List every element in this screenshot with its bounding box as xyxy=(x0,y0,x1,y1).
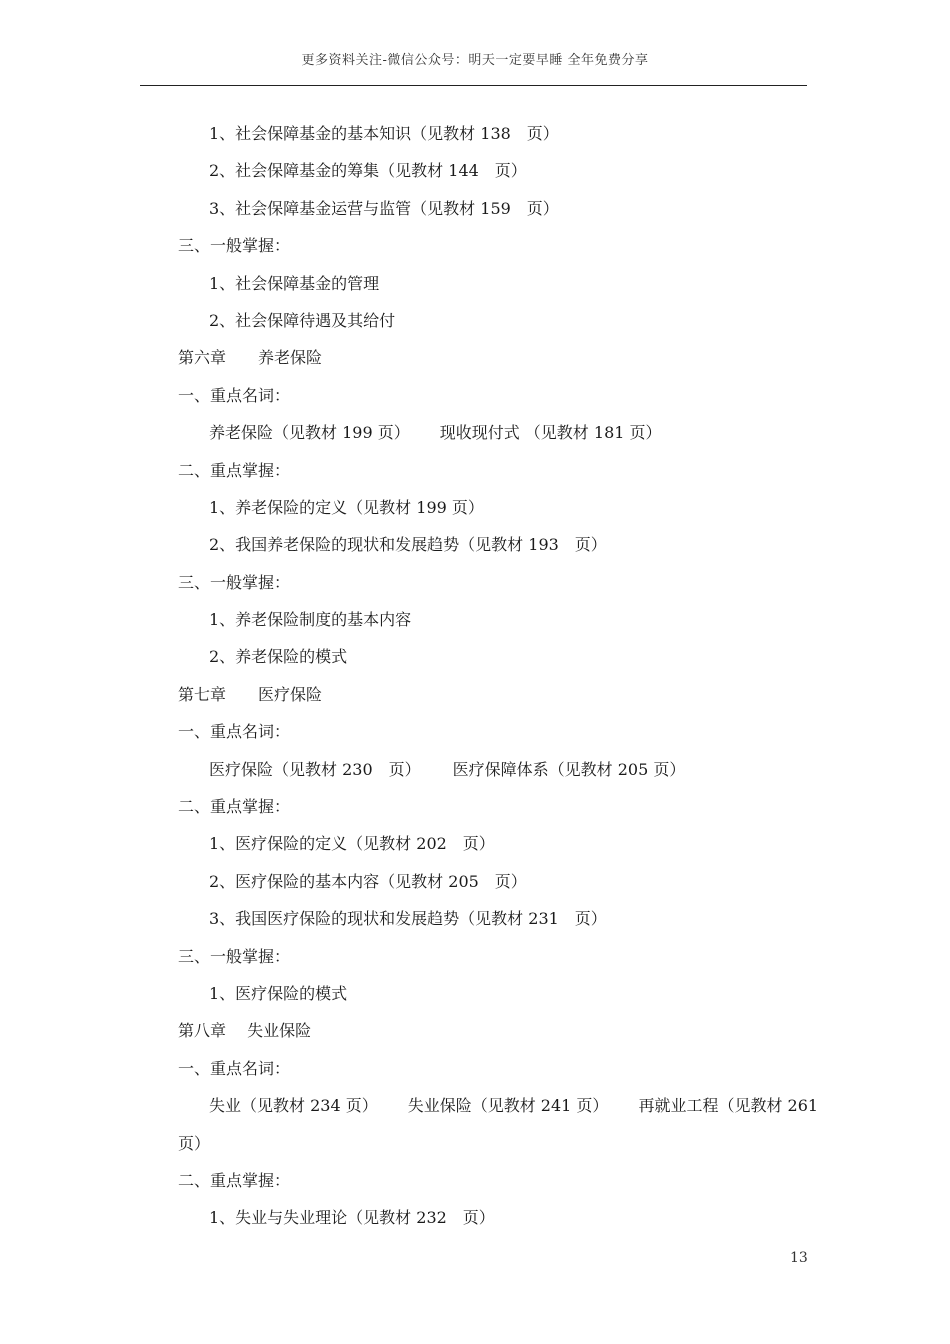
body-line: 页） xyxy=(178,1133,211,1153)
section-heading: 二、重点掌握： xyxy=(178,797,291,817)
page-number: 13 xyxy=(790,1250,808,1266)
section-heading: 一、重点名词： xyxy=(178,385,291,405)
term: 失业保险（见教材 241 页） xyxy=(407,1096,609,1116)
body-line: 2、我国养老保险的现状和发展趋势（见教材 193 页） xyxy=(209,535,607,555)
section-heading: 一、重点名词： xyxy=(178,722,291,742)
section-heading: 三、一般掌握： xyxy=(178,236,291,256)
body-line: 1、医疗保险的定义（见教材 202 页） xyxy=(209,834,495,854)
body-line: 3、我国医疗保险的现状和发展趋势（见教材 231 页） xyxy=(209,909,607,929)
term-line xyxy=(178,1087,819,1124)
body-line: 1、失业与失业理论（见教材 232 页） xyxy=(209,1208,495,1228)
term: 养老保险（见教材 199 页） xyxy=(209,423,410,443)
chapter-heading: 第七章 医疗保险 xyxy=(178,684,323,704)
section-heading: 三、一般掌握： xyxy=(178,946,291,966)
body-line: 1、社会保障基金的基本知识（见教材 138 页） xyxy=(209,124,559,143)
section-heading: 二、重点掌握： xyxy=(178,460,291,480)
term-line xyxy=(178,414,808,451)
chapter-heading: 第六章 养老保险 xyxy=(178,348,323,368)
term: 再就业工程（见教材 261 xyxy=(638,1096,819,1116)
body-line: 2、养老保险的模式 xyxy=(209,647,348,667)
section-heading: 二、重点掌握： xyxy=(178,1170,291,1190)
section-heading: 一、重点名词： xyxy=(178,1058,291,1078)
body-line: 1、社会保障基金的管理 xyxy=(209,273,380,293)
term: 医疗保险（见教材 230 页） xyxy=(209,759,421,779)
chapter-heading: 第八章 失业保险 xyxy=(178,1021,312,1041)
section-heading: 三、一般掌握： xyxy=(178,572,291,592)
term: 医疗保障体系（见教材 205 页） xyxy=(452,759,686,779)
term: 现收现付式 （见教材 181 页） xyxy=(439,423,662,443)
term: 失业（见教材 234 页） xyxy=(209,1096,378,1116)
body-line: 1、医疗保险的模式 xyxy=(209,983,348,1003)
body-line: 1、养老保险的定义（见教材 199 页） xyxy=(209,497,484,517)
document-body xyxy=(178,115,819,1237)
body-line: 2、医疗保险的基本内容（见教材 205 页） xyxy=(209,871,527,891)
body-line: 2、社会保障待遇及其给付 xyxy=(209,310,396,330)
header-rule xyxy=(140,85,807,86)
term-line xyxy=(178,751,808,788)
body-line: 1、养老保险制度的基本内容 xyxy=(209,610,412,630)
body-line: 3、社会保障基金运营与监管（见教材 159 页） xyxy=(209,198,559,218)
page-header: 更多资料关注-微信公众号：明天一定要早睡 全年免费分享 xyxy=(301,53,649,68)
body-line: 2、社会保障基金的筹集（见教材 144 页） xyxy=(209,161,527,181)
